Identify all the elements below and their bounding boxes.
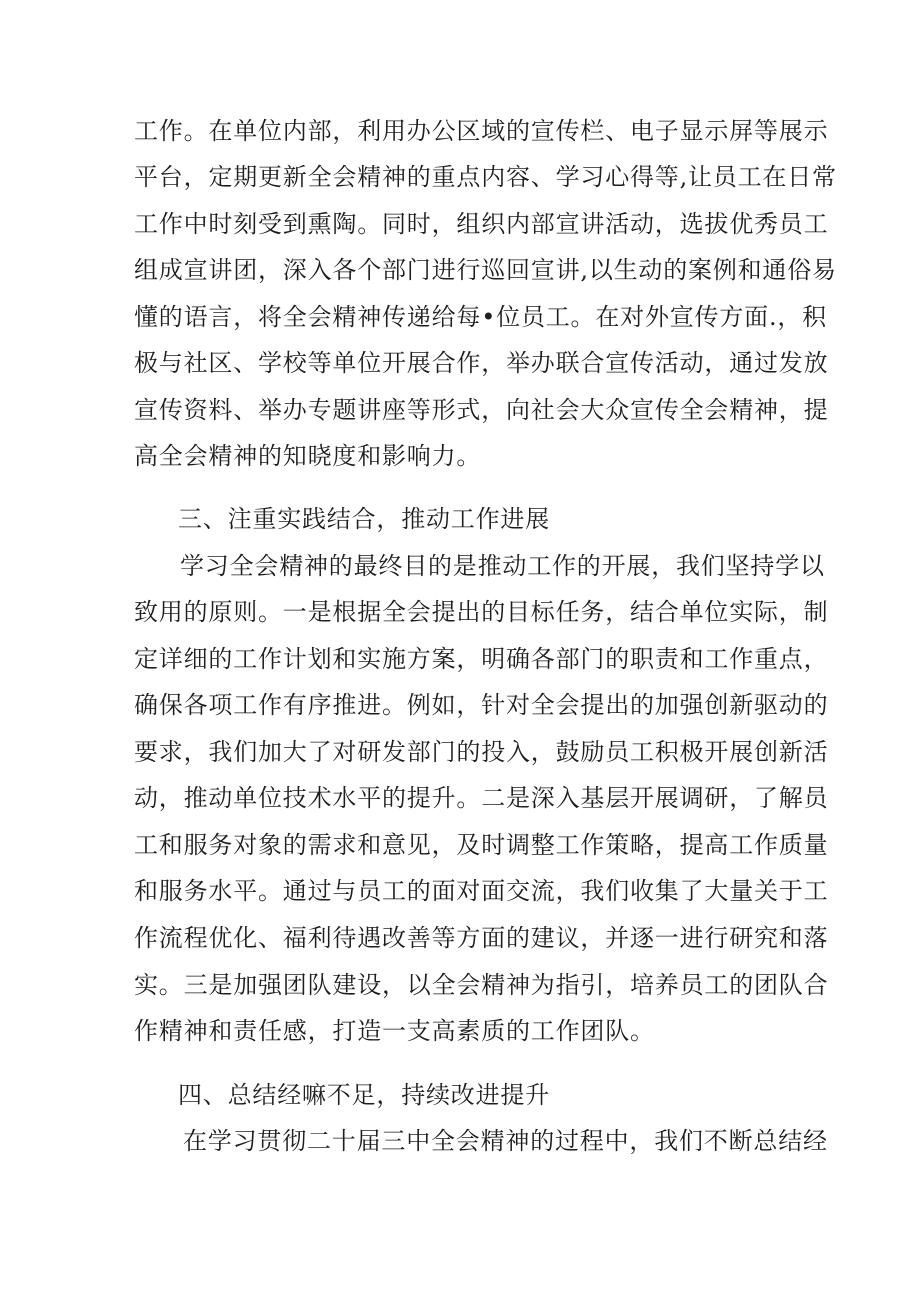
paragraph-line: 工和服务对象的需求和意见，及时调整工作策略，提高工作质量 [134,831,829,859]
paragraph-line: 工作中时刻受到熏陶。同时，组织内部宣讲活动，选拔优秀员工 [134,210,829,238]
paragraph-line: 宣传资料、举办专题讲座等形式，向社会大众宣传全会精神，提 [134,396,829,424]
paragraph-line: 实。三是加强团队建设，以全会精神为指引，培养员工的团队合 [134,971,829,999]
paragraph-line: 动，推动单位技术水平的提升。二是深入基层开展调研，了解员 [134,784,829,812]
paragraph-line-first: 学习全会精神的最终目的是推动工作的开展，我们坚持学以 [180,552,825,580]
paragraph-line: 致用的原则。一是根据全会提出的目标任务，结合单位实际，制 [134,598,829,626]
paragraph-line: 极与社区、学校等单位开展合作，举办联合宣传活动，通过发放 [134,349,829,377]
paragraph-line: 定详细的工作计划和实施方案，明确各部门的职责和工作重点， [134,645,829,673]
section-heading: 三、注重实践结合，推动工作进展 [178,505,550,533]
paragraph-line: 组成宣讲团，深入各个部门进行巡回宣讲,以生动的案例和通俗易 [134,256,837,284]
section-heading: 四、总结经嘛不足，持续改进提升 [178,1081,550,1109]
paragraph-line: 和服务水平。通过与员工的面对面交流，我们收集了大量关于工 [134,877,829,905]
paragraph-line: 确保各项工作有序推进。例如，针对全会提出的加强创新驱动的 [134,691,829,719]
paragraph-line: 懂的语言，将全会精神传递给每•位员工。在对外宣传方面.，积 [134,303,827,331]
paragraph-line: 工作。在单位内部，利用办公区域的宣传栏、电子显示屏等展示 [134,117,829,145]
paragraph-line-first: 在学习贯彻二十届三中全会精神的过程中，我们不断总结经 [183,1127,828,1155]
paragraph-line-last: 作精神和责任感，打造一支高素质的工作团队。 [134,1017,655,1045]
paragraph-line: 作流程优化、福利待遇改善等方面的建议，并逐一进行研究和落 [134,924,829,952]
paragraph-line: 平台，定期更新全会精神的重点内容、学习心得等,让员工在日常 [134,163,837,191]
paragraph-line-last: 高全会精神的知晓度和影响力。 [134,442,482,470]
paragraph-line: 要求，我们加大了对研发部门的投入，鼓励员工积极开展创新活 [134,738,829,766]
